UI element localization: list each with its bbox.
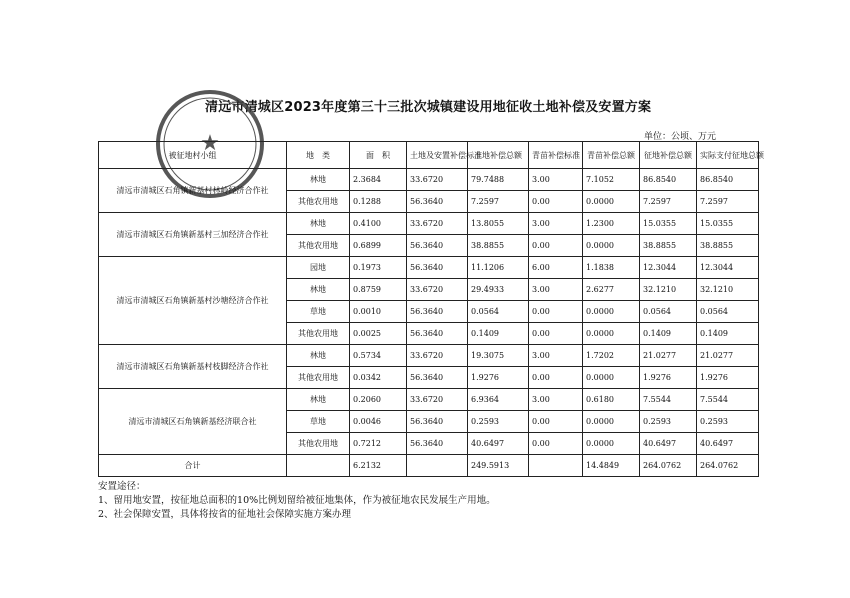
value-cell: 0.0000 — [583, 235, 640, 257]
value-cell: 56.3640 — [407, 367, 468, 389]
value-cell: 0.00 — [529, 301, 583, 323]
value-cell: 56.3640 — [407, 191, 468, 213]
village-group-name: 清远市清城区石角镇新基村三加经济合作社 — [99, 213, 287, 257]
value-cell: 1.1838 — [583, 257, 640, 279]
land-type-cell: 林地 — [287, 345, 350, 367]
value-cell: 86.8540 — [697, 169, 759, 191]
land-type-cell: 草地 — [287, 411, 350, 433]
village-group-name: 清远市清城区石角镇新基村沙塘经济合作社 — [99, 257, 287, 345]
table-row — [99, 213, 759, 235]
value-cell: 2.3684 — [350, 169, 407, 191]
village-group-name: 清远市清城区石角镇新基村枝脚经济合作社 — [99, 345, 287, 389]
total-total-comp: 264.0762 — [640, 455, 697, 477]
value-cell: 38.8855 — [697, 235, 759, 257]
value-cell: 32.1210 — [640, 279, 697, 301]
village-group-name: 清远市清城区石角镇新基村林岭经济合作社 — [99, 169, 287, 213]
value-cell: 56.3640 — [407, 235, 468, 257]
land-type-cell: 其他农用地 — [287, 367, 350, 389]
value-cell: 0.0000 — [583, 191, 640, 213]
value-cell: 33.6720 — [407, 279, 468, 301]
value-cell: 0.2060 — [350, 389, 407, 411]
value-cell: 7.2597 — [640, 191, 697, 213]
value-cell: 13.8055 — [468, 213, 529, 235]
unit-label: 单位：公顷、万元 — [644, 132, 717, 142]
value-cell: 56.3640 — [407, 433, 468, 455]
land-type-cell: 草地 — [287, 301, 350, 323]
total-label: 合计 — [99, 455, 287, 477]
total-area: 6.2132 — [350, 455, 407, 477]
value-cell: 19.3075 — [468, 345, 529, 367]
value-cell: 0.1973 — [350, 257, 407, 279]
column-header: 被征地村小组 — [99, 142, 287, 169]
column-header: 青苗补偿总额 — [583, 142, 640, 169]
value-cell: 0.0564 — [640, 301, 697, 323]
value-cell: 40.6497 — [697, 433, 759, 455]
column-header: 土地及安置补偿标准 — [407, 142, 468, 169]
resettlement-notes — [98, 480, 496, 522]
column-header: 土地补偿总额 — [468, 142, 529, 169]
column-header: 地 类 — [287, 142, 350, 169]
value-cell: 0.0000 — [583, 433, 640, 455]
value-cell: 0.1409 — [640, 323, 697, 345]
value-cell: 33.6720 — [407, 213, 468, 235]
value-cell: 12.3044 — [640, 257, 697, 279]
value-cell: 0.0000 — [583, 411, 640, 433]
value-cell: 0.2593 — [640, 411, 697, 433]
empty-cell — [407, 455, 468, 477]
value-cell: 56.3640 — [407, 257, 468, 279]
value-cell: 0.4100 — [350, 213, 407, 235]
column-header: 征地补偿总额 — [640, 142, 697, 169]
value-cell: 7.5544 — [697, 389, 759, 411]
value-cell: 0.6180 — [583, 389, 640, 411]
village-group-name: 清远市清城区石角镇新基经济联合社 — [99, 389, 287, 455]
value-cell: 86.8540 — [640, 169, 697, 191]
value-cell: 38.8855 — [468, 235, 529, 257]
value-cell: 0.2593 — [468, 411, 529, 433]
compensation-table — [98, 141, 764, 477]
value-cell: 0.0564 — [468, 301, 529, 323]
value-cell: 0.00 — [529, 235, 583, 257]
value-cell: 33.6720 — [407, 389, 468, 411]
value-cell: 21.0277 — [697, 345, 759, 367]
land-type-cell: 林地 — [287, 213, 350, 235]
value-cell: 0.6899 — [350, 235, 407, 257]
value-cell: 3.00 — [529, 169, 583, 191]
value-cell: 0.1409 — [697, 323, 759, 345]
value-cell: 7.1052 — [583, 169, 640, 191]
land-type-cell: 林地 — [287, 279, 350, 301]
land-type-cell: 其他农用地 — [287, 235, 350, 257]
land-type-cell: 园地 — [287, 257, 350, 279]
value-cell: 2.6277 — [583, 279, 640, 301]
value-cell: 7.2597 — [697, 191, 759, 213]
value-cell: 15.0355 — [640, 213, 697, 235]
value-cell: 56.3640 — [407, 411, 468, 433]
value-cell: 0.00 — [529, 323, 583, 345]
value-cell: 0.0000 — [583, 367, 640, 389]
value-cell: 3.00 — [529, 213, 583, 235]
value-cell: 1.7202 — [583, 345, 640, 367]
value-cell: 32.1210 — [697, 279, 759, 301]
value-cell: 0.00 — [529, 367, 583, 389]
value-cell: 12.3044 — [697, 257, 759, 279]
value-cell: 33.6720 — [407, 169, 468, 191]
value-cell: 11.1206 — [468, 257, 529, 279]
land-type-cell: 其他农用地 — [287, 433, 350, 455]
note-item: 1、留用地安置，按征地总面积的10%比例划留给被征地集体，作为被征地农民发展生产用地。 — [98, 495, 496, 506]
value-cell: 0.0046 — [350, 411, 407, 433]
value-cell: 0.0000 — [583, 323, 640, 345]
value-cell: 7.2597 — [468, 191, 529, 213]
value-cell: 1.9276 — [640, 367, 697, 389]
table-row — [99, 257, 759, 279]
value-cell: 0.00 — [529, 433, 583, 455]
total-row — [99, 455, 759, 477]
value-cell: 0.0000 — [583, 301, 640, 323]
table-row — [99, 345, 759, 367]
table-row — [99, 389, 759, 411]
value-cell: 0.0010 — [350, 301, 407, 323]
value-cell: 3.00 — [529, 389, 583, 411]
column-header: 面 积 — [350, 142, 407, 169]
value-cell: 7.5544 — [640, 389, 697, 411]
value-cell: 38.8855 — [640, 235, 697, 257]
value-cell: 0.8759 — [350, 279, 407, 301]
value-cell: 29.4933 — [468, 279, 529, 301]
column-header: 青苗补偿标准 — [529, 142, 583, 169]
land-type-cell: 林地 — [287, 169, 350, 191]
value-cell: 1.2300 — [583, 213, 640, 235]
value-cell: 0.00 — [529, 191, 583, 213]
value-cell: 21.0277 — [640, 345, 697, 367]
table-row — [99, 169, 759, 191]
land-type-cell: 其他农用地 — [287, 323, 350, 345]
value-cell: 56.3640 — [407, 301, 468, 323]
empty-cell — [529, 455, 583, 477]
value-cell: 0.0564 — [697, 301, 759, 323]
value-cell: 0.00 — [529, 411, 583, 433]
value-cell: 56.3640 — [407, 323, 468, 345]
value-cell: 0.1409 — [468, 323, 529, 345]
value-cell: 0.0342 — [350, 367, 407, 389]
svg-text:★: ★ — [200, 131, 220, 156]
value-cell: 6.9364 — [468, 389, 529, 411]
value-cell: 40.6497 — [468, 433, 529, 455]
value-cell: 33.6720 — [407, 345, 468, 367]
value-cell: 3.00 — [529, 345, 583, 367]
value-cell: 1.9276 — [697, 367, 759, 389]
column-header: 实际支付征地总额 — [697, 142, 759, 169]
land-type-cell: 其他农用地 — [287, 191, 350, 213]
value-cell: 3.00 — [529, 279, 583, 301]
value-cell: 0.7212 — [350, 433, 407, 455]
total-actual-paid: 264.0762 — [697, 455, 759, 477]
value-cell: 79.7488 — [468, 169, 529, 191]
document-title: 清远市清城区2023年度第三十三批次城镇建设用地征收土地补偿及安置方案 — [205, 100, 652, 115]
value-cell: 40.6497 — [640, 433, 697, 455]
notes-heading: 安置途径： — [98, 481, 146, 492]
note-item: 2、社会保障安置，具体将按省的征地社会保障实施方案办理 — [98, 509, 352, 520]
empty-cell — [287, 455, 350, 477]
value-cell: 0.1288 — [350, 191, 407, 213]
total-land-comp: 249.5913 — [468, 455, 529, 477]
value-cell: 15.0355 — [697, 213, 759, 235]
value-cell: 0.0025 — [350, 323, 407, 345]
value-cell: 6.00 — [529, 257, 583, 279]
value-cell: 1.9276 — [468, 367, 529, 389]
land-type-cell: 林地 — [287, 389, 350, 411]
value-cell: 0.5734 — [350, 345, 407, 367]
total-crop-comp: 14.4849 — [583, 455, 640, 477]
value-cell: 0.2593 — [697, 411, 759, 433]
header-row — [99, 142, 759, 169]
